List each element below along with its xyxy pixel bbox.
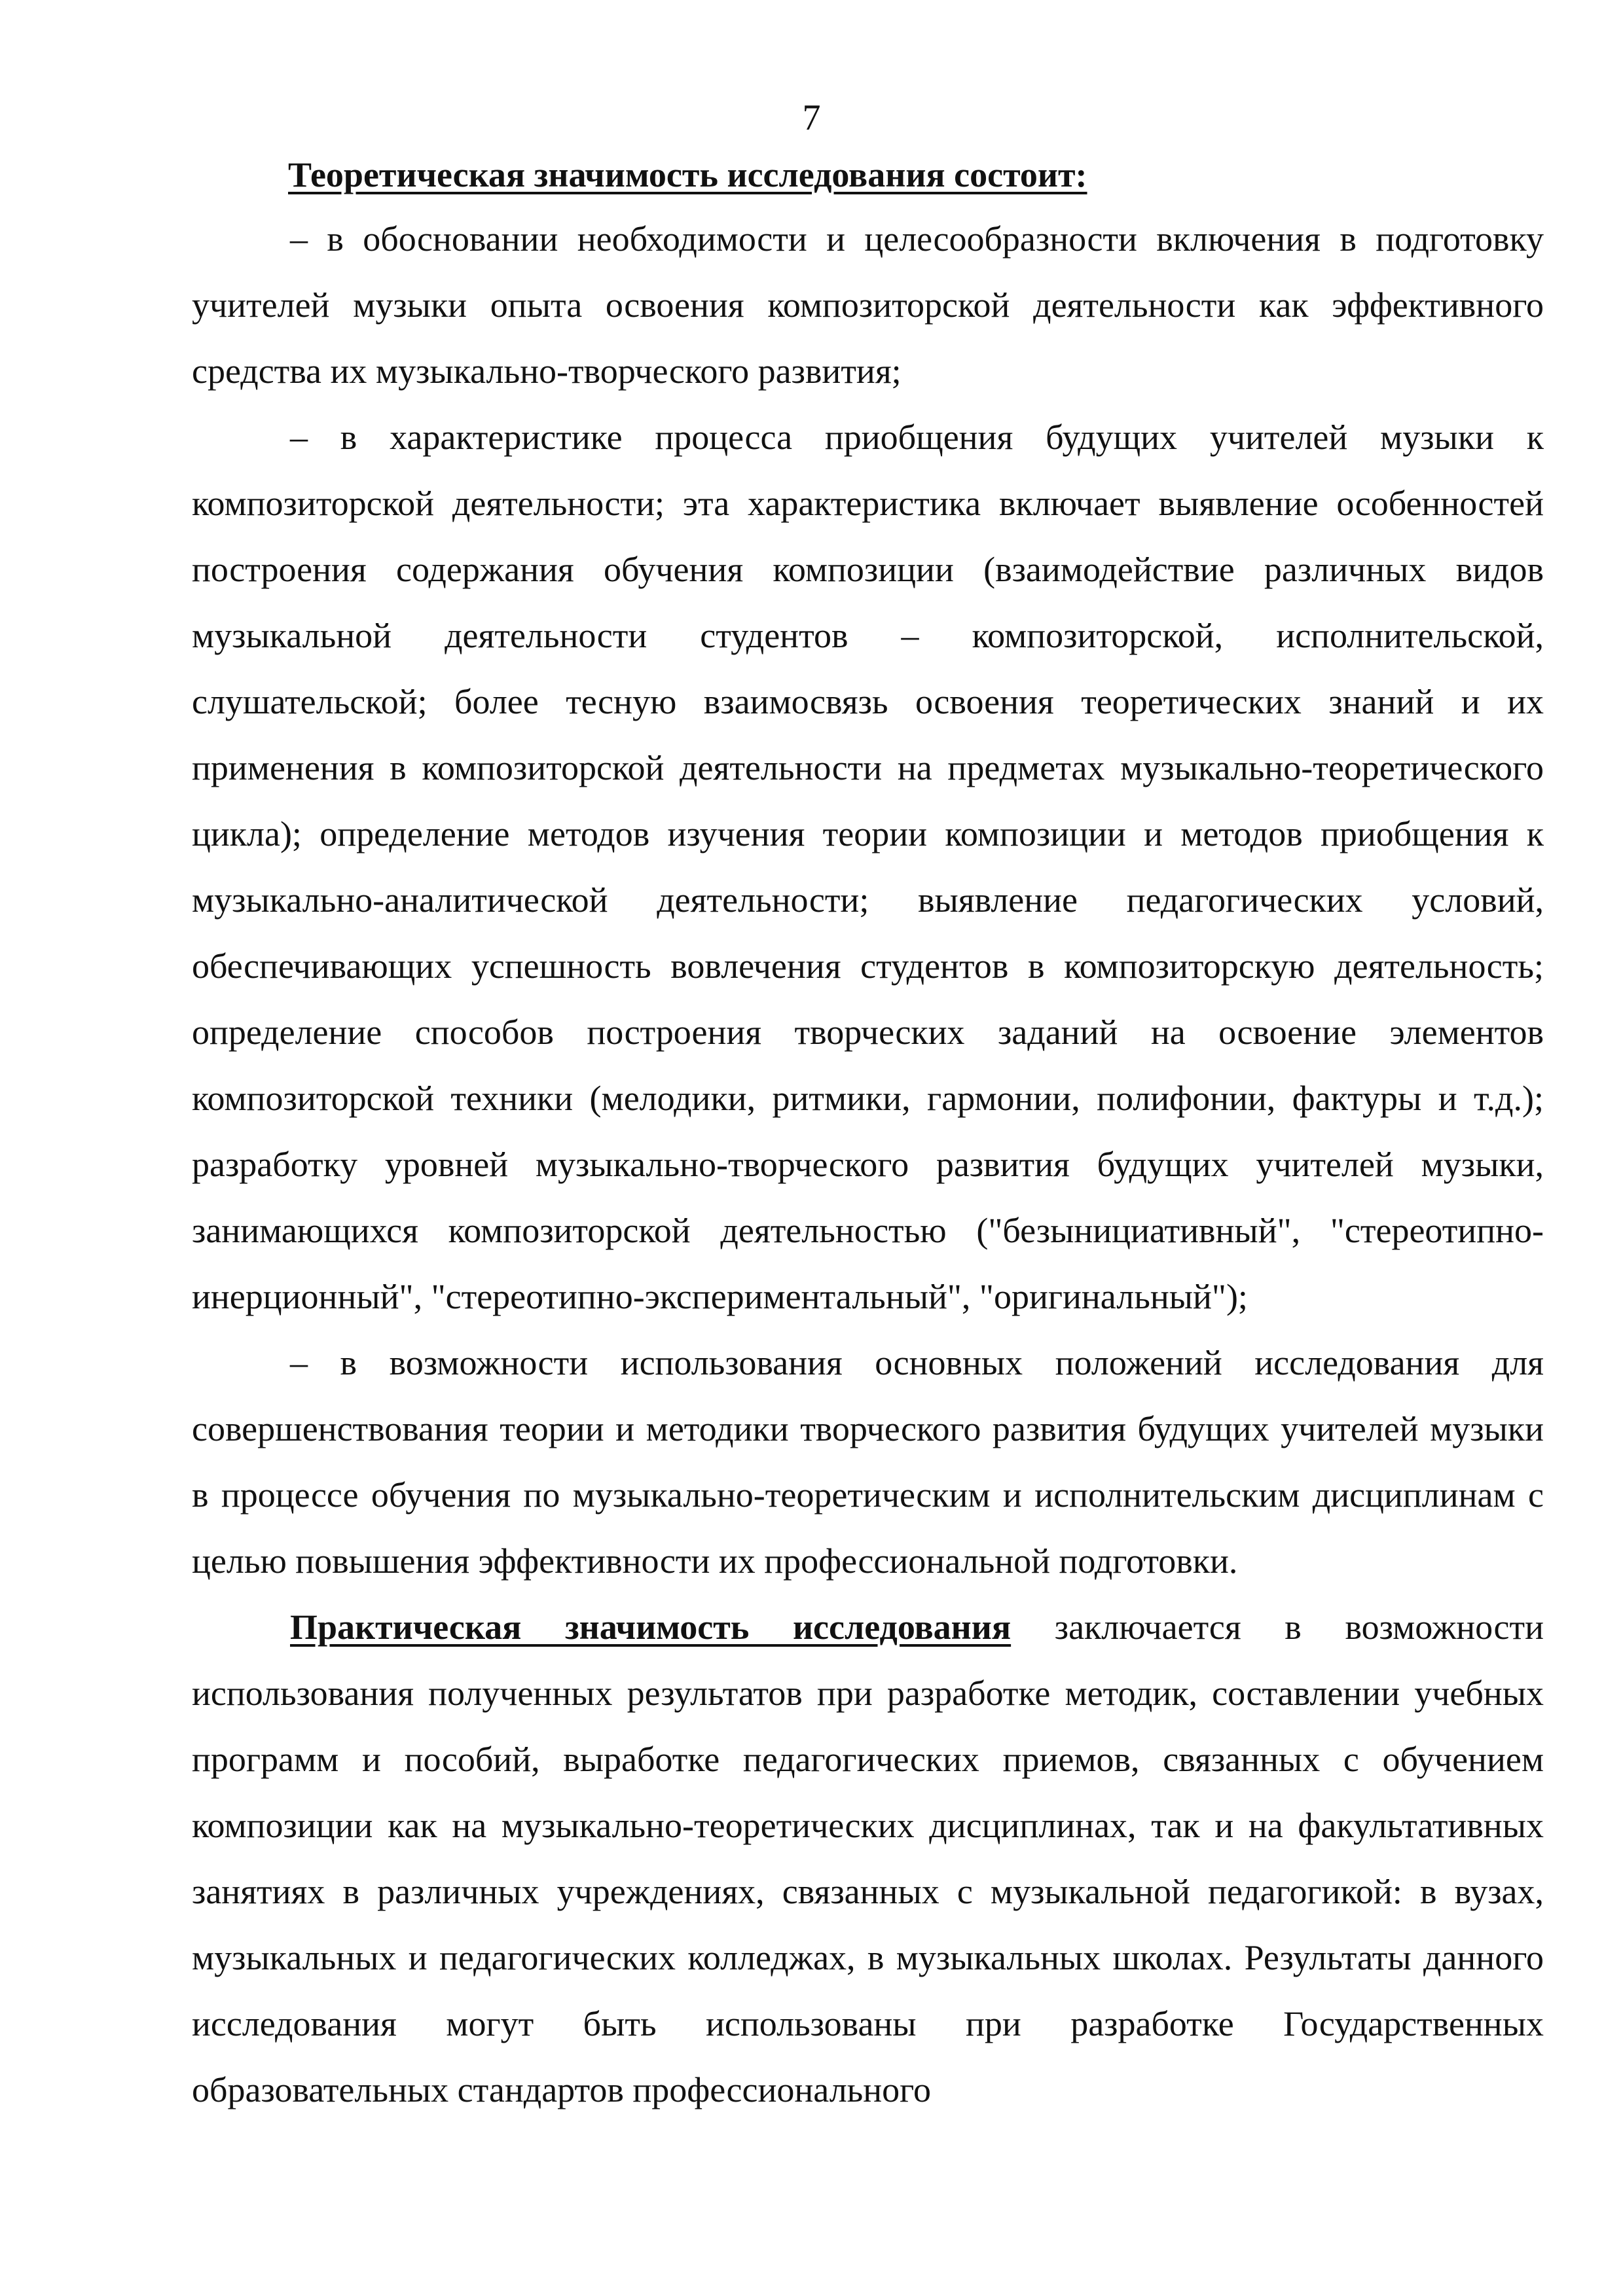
theoretical-item-1: – в обосновании необходимости и целесообразности включения в подготовку учителей музыки опыта освоения композиторской деятельности как эффективного средства их музыкально-творческого развития; <box>192 219 1544 391</box>
theoretical-heading-paragraph <box>192 147 1544 202</box>
theoretical-item-2: – в характеристике процесса приобщения будущих учителей музыки к композиторской деятельности; эта характеристика включает выявление особенностей построения содержания обучения композиции (взаимодействие различных видов музыкальной деятельности студентов – композиторской, исполнительской, слушательской; более тесную взаимосвязь освоения теоретических знаний и их применения в композиторской деятельности на предметах музыкально-теоретического цикла); определение методов изучения теории композиции и методов приобщения к музыкально-аналитической деятельности; выявление педагогических условий, обеспечивающих успешность вовлечения студентов в композиторскую деятельность; определение способов построения творческих заданий на освоение элементов композиторской техники (мелодики, ритмики, гармонии, полифонии, фактуры и т.д.); разработку уровней музыкально-творческого развития будущих учителей музыки, занимающихся композиторской деятельностью ("безынициативный", "стереотипно-инерционный", "стереотипно-экспериментальный", "оригинальный"); <box>192 418 1544 1316</box>
page-content <box>192 147 1544 2123</box>
theoretical-item-3: – в возможности использования основных положений исследования для совершенствования теории и методики творческого развития будущих учителей музыки в процессе обучения по музыкально-теоретическим и исполнительским дисциплинам с целью повышения эффективности их профессиональной подготовки. <box>192 1343 1544 1581</box>
theoretical-significance-heading: Теоретическая значимость исследования состоит: <box>288 155 1087 194</box>
page-number: 7 <box>802 98 821 138</box>
practical-significance-text: заключается в возможности использования полученных результатов при разработке методик, составлении учебных программ и пособий, выработке педагогических приемов, связанных с обучением композиции как на музыкально-теоретических дисциплинах, так и на факультативных занятиях в различных учреждениях, связанных с музыкальной педагогикой: в вузах, музыкальных и педагогических колледжах, в музыкальных школах. Результаты данного исследования могут быть использованы при разработке Государственных образовательных стандартов профессионального <box>192 1607 1544 2109</box>
practical-significance-heading: Практическая значимость исследования <box>290 1607 1012 1647</box>
practical-significance-paragraph <box>192 1594 1544 2123</box>
